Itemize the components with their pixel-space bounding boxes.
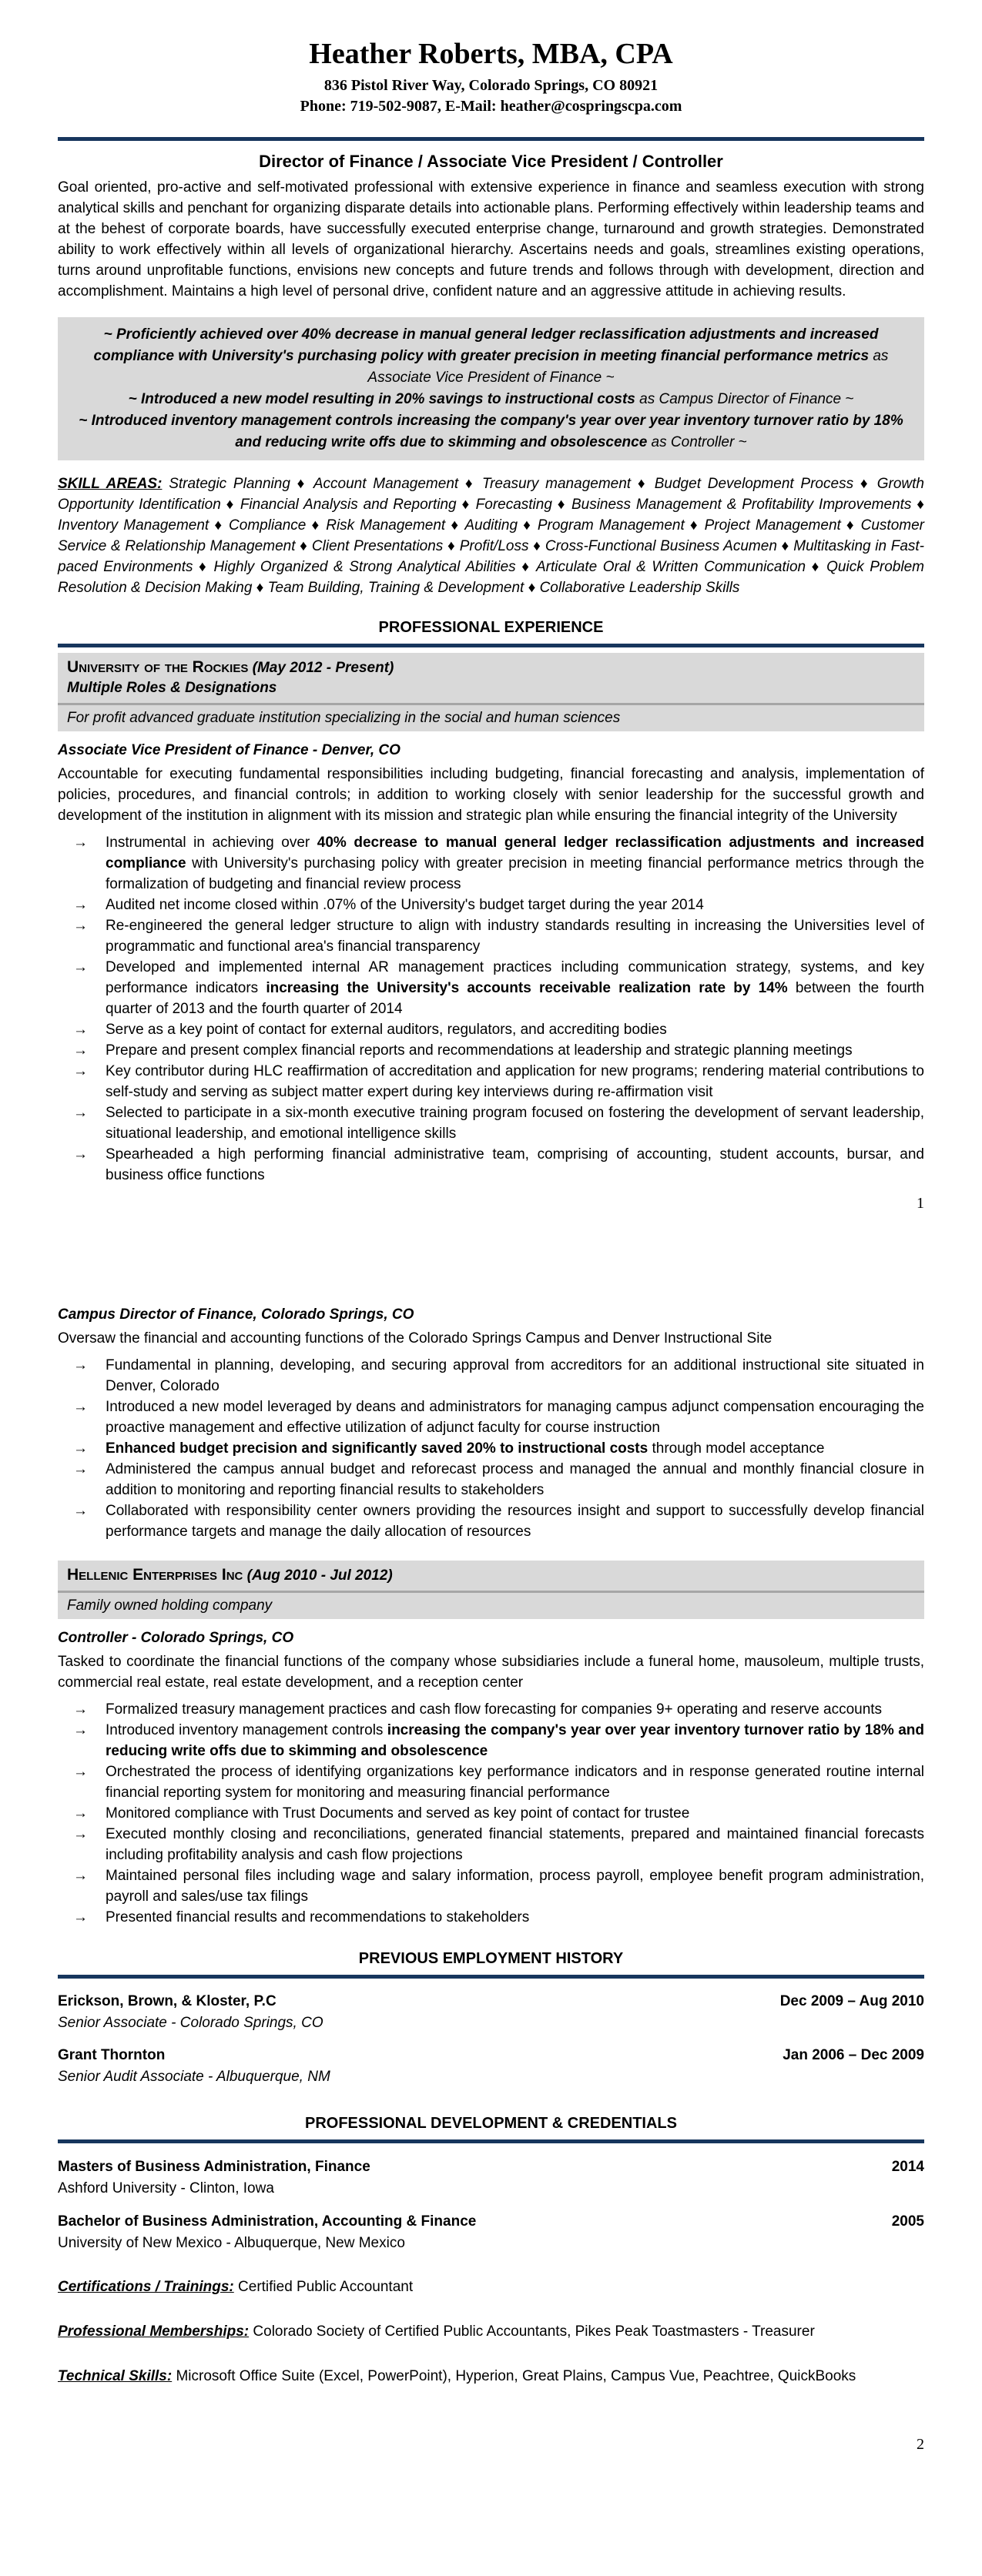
text-segment: Fundamental in planning, developing, and securing approval from accreditors for an additional instructional site situated in Denver, Colorado — [106, 1357, 924, 1394]
bullet-text — [106, 1102, 924, 1144]
employer-header-hellenic — [58, 1561, 924, 1591]
skill-areas — [58, 473, 924, 598]
bold-text-segment: increasing the company's year over year inventory turnover ratio by 18% and reducing write offs due to skimming and obsolescence — [106, 1722, 924, 1759]
arrow-bullet-icon: → — [73, 1461, 88, 1477]
arrow-bullet-icon: → — [73, 1399, 88, 1415]
role-title-campus: Campus Director of Finance, Colorado Springs, CO — [58, 1306, 414, 1323]
text-segment: Monitored compliance with Trust Documents and served as key point of contact for trustee — [106, 1805, 690, 1822]
arrow-bullet-icon: → — [73, 835, 88, 851]
page-break — [58, 1213, 924, 1296]
text-segment: with University's purchasing policy with greater precision in meeting financial performance metrics through the formalization of budgeting and financial review process — [106, 855, 924, 892]
credential-line — [58, 2366, 924, 2387]
employer-descriptor: Family owned holding company — [58, 1593, 924, 1619]
bullet-item — [58, 1500, 924, 1542]
achievement-bold-text: ~ Introduced inventory management controls increasing the company's year over year inventory turnover ratio by 18% and reducing write offs due to skimming and obsolescence — [79, 413, 903, 450]
text-segment: Selected to participate in a six-month executive training program focused on fostering the development of servant leadership, situational leadership, and emotional intelligence skills — [106, 1105, 924, 1142]
achievement-role-text: as Controller ~ — [647, 434, 747, 450]
arrow-bullet-icon: → — [73, 1146, 88, 1163]
text-segment: Instrumental in achieving over — [106, 835, 317, 851]
education-entry — [58, 2157, 924, 2198]
bullet-item — [58, 895, 924, 915]
text-segment: Administered the campus annual budget and reforecast process and managed the annual and monthly financial closure in addition to monitoring and reporting financial results to stakeholders — [106, 1461, 924, 1498]
text-segment: Audited net income closed within .07% of the University's budget target during the year 2014 — [106, 897, 704, 913]
text-segment: between the fourth quarter of 2013 and the fourth quarter of 2014 — [106, 980, 924, 1017]
school-name: University of New Mexico - Albuquerque, New Mexico — [58, 2235, 405, 2251]
arrow-bullet-icon: → — [73, 1826, 88, 1842]
section-heading-experience: PROFESSIONAL EXPERIENCE — [378, 619, 604, 636]
arrow-bullet-icon: → — [73, 897, 88, 913]
bullet-item — [58, 1019, 924, 1040]
employer-header-uor — [58, 653, 924, 703]
credential-text: Microsoft Office Suite (Excel, PowerPoint), Hyperion, Great Plains, Campus Vue, Peachtree, QuickBooks — [172, 2368, 856, 2384]
employer-descriptor: For profit advanced graduate institution specializing in the social and human sciences — [58, 705, 924, 731]
arrow-bullet-icon: → — [73, 1805, 88, 1822]
bullet-text — [106, 1040, 924, 1061]
bullet-item — [58, 1720, 924, 1761]
credential-text: Certified Public Accountant — [233, 2279, 414, 2295]
credential-label: Certifications / Trainings: — [58, 2279, 234, 2295]
text-segment: Collaborated with responsibility center owners providing the resources insight and support to successfully develop financial performance targets and manage the daily allocation of resources — [106, 1503, 924, 1540]
bullet-item — [58, 1803, 924, 1824]
contact-line: Phone: 719-502-9087, E-Mail: heather@cospringscpa.com — [300, 98, 682, 115]
text-segment: Orchestrated the process of identifying organizations key performance indicators and in response generated routine internal financial reporting system for monitoring and measuring financial performance — [106, 1764, 924, 1801]
section-heading-development: PROFESSIONAL DEVELOPMENT & CREDENTIALS — [304, 2115, 677, 2132]
arrow-bullet-icon: → — [73, 1868, 88, 1884]
text-segment: Re-engineered the general ledger structure to align with industry standards resulting in increasing the Universities level of programmatic and functional area's financial transparency — [106, 918, 924, 955]
bullet-item — [58, 1061, 924, 1102]
previous-employment-entry — [58, 1992, 924, 2032]
bullet-text — [106, 915, 924, 957]
bullet-item — [58, 1438, 924, 1459]
achievement-item — [69, 410, 913, 453]
text-segment: Key contributor during HLC reaffirmation of accreditation and application for new programs; rendering material contributions to self-study and serving as subject matter expert during key interviews during re-affirmation visit — [106, 1063, 924, 1100]
role-intro-avp: Accountable for executing fundamental responsibilities including budgeting, financial forecasting and analysis, implementation of policies, procedures, and financial controls; in addition to working closely with senior leadership for the successful growth and development of the institution in alignment with its mission and strategic plan while ensuring the financial integrity of the University — [58, 766, 924, 824]
role-title-avp: Associate Vice President of Finance - Denver, CO — [58, 742, 401, 758]
employment-row — [58, 2046, 924, 2065]
role-intro-campus: Oversaw the financial and accounting functions of the Colorado Springs Campus and Denver Instructional Site — [58, 1330, 773, 1347]
bullet-text — [106, 832, 924, 895]
page-number-1: 1 — [917, 1195, 924, 1212]
bullet-text — [106, 1907, 924, 1928]
bullet-text — [106, 895, 924, 915]
employment-row — [58, 1992, 924, 2011]
employment-role: Senior Associate - Colorado Springs, CO — [58, 2015, 323, 2031]
credential-label: Professional Memberships: — [58, 2323, 250, 2340]
bullet-list-avp — [58, 832, 924, 1186]
header-divider-rule — [58, 137, 924, 141]
address-line: 836 Pistol River Way, Colorado Springs, CO 80921 — [323, 77, 659, 94]
bullet-item — [58, 832, 924, 895]
degree-year: 2014 — [891, 2159, 924, 2175]
skill-areas-label: SKILL AREAS: — [58, 476, 163, 492]
bullet-item — [58, 1397, 924, 1438]
person-name: Heather Roberts, MBA, CPA — [309, 38, 673, 70]
bullet-text — [106, 1397, 924, 1438]
arrow-bullet-icon: → — [73, 1722, 88, 1738]
employer-line — [67, 1565, 915, 1586]
previous-employment-list — [58, 1992, 924, 2086]
bullet-text — [106, 1459, 924, 1500]
employment-period: Jan 2006 – Dec 2009 — [783, 2047, 924, 2063]
section-heading-previous: PREVIOUS EMPLOYMENT HISTORY — [358, 1950, 624, 1967]
achievement-bold-text: ~ Proficiently achieved over 40% decrease in manual general ledger reclassification adjustments and increased compliance with University's purchasing policy with greater precision in meeting financial performance metrics — [93, 326, 879, 364]
arrow-bullet-icon: → — [73, 1440, 88, 1457]
bullet-list-campus — [58, 1355, 924, 1542]
role-intro-controller: Tasked to coordinate the financial functions of the company whose subsidiaries include a funeral home, mausoleum, multiple trusts, commercial real estate, real estate development, and a reception center — [58, 1654, 924, 1691]
employer-subtitle: Multiple Roles & Designations — [67, 680, 277, 696]
text-segment: through model acceptance — [648, 1440, 825, 1457]
bullet-item — [58, 1824, 924, 1865]
text-segment: Introduced inventory management controls — [106, 1722, 387, 1738]
previous-employment-entry — [58, 2046, 924, 2086]
previous-divider-rule — [58, 1975, 924, 1979]
text-segment: Executed monthly closing and reconciliations, generated financial statements, prepared and maintained financial forecasts including profitability analysis and cash flow projections — [106, 1826, 924, 1863]
bullet-text — [106, 1019, 924, 1040]
bullet-item — [58, 1459, 924, 1500]
achievement-role-text: as Associate Vice President of Finance ~ — [367, 348, 889, 386]
arrow-bullet-icon: → — [73, 918, 88, 934]
text-segment: Spearheaded a high performing financial administrative team, comprising of accounting, student accounts, bursar, and business office functions — [106, 1146, 924, 1183]
text-segment: Serve as a key point of contact for external auditors, regulators, and accrediting bodies — [106, 1022, 667, 1038]
bullet-item — [58, 1761, 924, 1803]
arrow-bullet-icon: → — [73, 1042, 88, 1059]
bullet-item — [58, 957, 924, 1019]
arrow-bullet-icon: → — [73, 1063, 88, 1079]
bullet-item — [58, 1907, 924, 1928]
credential-text: Colorado Society of Certified Public Accountants, Pikes Peak Toastmasters - Treasurer — [249, 2323, 815, 2340]
arrow-bullet-icon: → — [73, 1105, 88, 1121]
bullet-item — [58, 1355, 924, 1397]
text-segment: Introduced a new model leveraged by deans and administrators for managing campus adjunct compensation encouraging the proactive management and effective utilization of adjunct faculty for course instruction — [106, 1399, 924, 1436]
bullet-item — [58, 1040, 924, 1061]
employer-line — [67, 657, 915, 678]
degree-year: 2005 — [891, 2213, 924, 2230]
education-entry — [58, 2212, 924, 2253]
skill-areas-list: Strategic Planning ♦ Account Management ♦ Treasury management ♦ Budget Development Process ♦ Growth Opportunity Identification ♦ Financial Analysis and Reporting ♦ Forecasting ♦ Business Management & Profitability Improvements ♦ Inventory Management ♦ Compliance ♦ Risk Management ♦ Auditing ♦ Program Management ♦ Project Management ♦ Customer Service & Relationship Management ♦ Client Presentations ♦ Profit/Loss ♦ Cross-Functional Business Acumen ♦ Multitasking in Fast-paced Environments ♦ Highly Organized & Strong Analytical Abilities ♦ Articulate Oral & Written Communication ♦ Quick Problem Resolution & Decision Making ♦ Team Building, Training & Development ♦ Collaborative Leadership Skills — [58, 476, 924, 596]
arrow-bullet-icon: → — [73, 1022, 88, 1038]
text-segment: Prepare and present complex financial reports and recommendations at leadership and strategic planning meetings — [106, 1042, 853, 1059]
profile-title: Director of Finance / Associate Vice President / Controller — [259, 152, 723, 171]
bullet-text — [106, 1699, 924, 1720]
arrow-bullet-icon: → — [73, 1357, 88, 1373]
bullet-item — [58, 915, 924, 957]
profile-summary: Goal oriented, pro-active and self-motivated professional with extensive experience in finance and seamless execution with strong analytical skills and penchant for organizing disparate details into actionable plans. Performing effectively within leadership teams and at the behest of corporate boards, have successfully executed enterprise change, turnaround and growth strategies. Demonstrated ability to work effectively within all levels of organizational hierarchy. Ascertains needs and goals, streamlines existing operations, turns around unprofitable functions, envisions new concepts and future trends and follows through with development, direction and accomplishment. Maintains a high level of personal drive, confident nature and an aggressive attitude in achieving results. — [58, 179, 924, 299]
bullet-text — [106, 1803, 924, 1824]
bullet-text — [106, 1438, 924, 1459]
credential-label: Technical Skills: — [58, 2368, 173, 2384]
achievement-role-text: as Campus Director of Finance ~ — [635, 391, 854, 407]
bullet-text — [106, 1824, 924, 1865]
resume-document — [0, 37, 982, 2454]
bold-text-segment: increasing the University's accounts receivable realization rate by 14% — [266, 980, 788, 996]
role-title-controller: Controller - Colorado Springs, CO — [58, 1630, 294, 1646]
degree-name: Masters of Business Administration, Finance — [58, 2159, 370, 2175]
text-segment: Maintained personal files including wage and salary information, process payroll, employee benefit program administration, payroll and sales/use tax filings — [106, 1868, 924, 1905]
employer-period: (Aug 2010 - Jul 2012) — [243, 1567, 393, 1584]
school-name: Ashford University - Clinton, Iowa — [58, 2180, 274, 2196]
bullet-text — [106, 1500, 924, 1542]
employer-period: (May 2012 - Present) — [248, 660, 394, 676]
bullet-text — [106, 1761, 924, 1803]
bullet-item — [58, 1699, 924, 1720]
bullet-text — [106, 1061, 924, 1102]
arrow-bullet-icon: → — [73, 1701, 88, 1718]
bold-text-segment: Enhanced budget precision and significantly saved 20% to instructional costs — [106, 1440, 649, 1457]
text-segment: Formalized treasury management practices and cash flow forecasting for companies 9+ operating and reserve accounts — [106, 1701, 883, 1718]
education-row — [58, 2212, 924, 2231]
bullet-text — [106, 1144, 924, 1186]
arrow-bullet-icon: → — [73, 959, 88, 975]
credential-line — [58, 2321, 924, 2342]
bullet-text — [106, 1355, 924, 1397]
page-number-2: 2 — [917, 2436, 924, 2453]
bullet-text — [106, 957, 924, 1019]
text-segment: Presented financial results and recommendations to stakeholders — [106, 1909, 530, 1925]
employment-role: Senior Audit Associate - Albuquerque, NM — [58, 2069, 330, 2085]
achievements-box — [58, 317, 924, 460]
degree-name: Bachelor of Business Administration, Accounting & Finance — [58, 2213, 477, 2230]
bullet-text — [106, 1865, 924, 1907]
development-divider-rule — [58, 2139, 924, 2143]
bullet-item — [58, 1865, 924, 1907]
credential-line — [58, 2277, 924, 2297]
experience-divider-rule — [58, 644, 924, 647]
bullet-item — [58, 1102, 924, 1144]
company-name: Grant Thornton — [58, 2047, 166, 2063]
arrow-bullet-icon: → — [73, 1503, 88, 1519]
education-row — [58, 2157, 924, 2176]
achievement-item — [69, 389, 913, 410]
arrow-bullet-icon: → — [73, 1909, 88, 1925]
text-segment: Developed and implemented internal AR management practices including communication strategy, systems, and key performance indicators — [106, 959, 924, 996]
bullet-item — [58, 1144, 924, 1186]
bullet-text — [106, 1720, 924, 1761]
company-name: Erickson, Brown, & Kloster, P.C — [58, 1993, 277, 2009]
achievement-bold-text: ~ Introduced a new model resulting in 20% savings to instructional costs — [128, 391, 635, 407]
employment-period: Dec 2009 – Aug 2010 — [779, 1993, 924, 2009]
employer-name: University of the Rockies — [67, 658, 249, 676]
arrow-bullet-icon: → — [73, 1764, 88, 1780]
achievement-item — [69, 324, 913, 389]
credentials-list — [58, 2277, 924, 2387]
education-list — [58, 2157, 924, 2253]
bold-text-segment: 40% decrease to manual general ledger reclassification adjustments and increased compliance — [106, 835, 925, 871]
bullet-list-controller — [58, 1699, 924, 1928]
employer-name: Hellenic Enterprises Inc — [67, 1566, 243, 1584]
